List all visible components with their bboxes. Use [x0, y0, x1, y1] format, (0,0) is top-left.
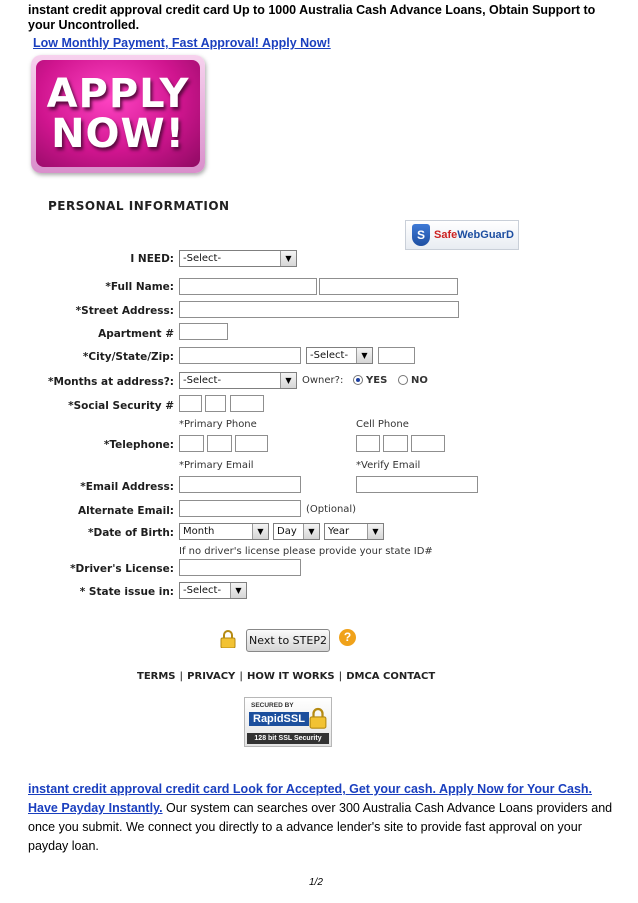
chevron-down-icon: ▼: [356, 348, 372, 363]
apply-now-banner[interactable]: [31, 55, 205, 173]
state-select-value: -Select-: [310, 350, 349, 361]
rapidssl-badge: [244, 697, 332, 747]
dob-month-select[interactable]: [179, 523, 269, 540]
shield-icon: S: [412, 224, 430, 246]
primary-phone-hint: *Primary Phone: [179, 419, 257, 430]
footer-links: [137, 671, 435, 682]
body-link[interactable]: instant credit approval credit card Look for Accepted, Get your cash. Apply Now for Your Cash. Have Payday Instantly.: [28, 782, 593, 815]
terms-link[interactable]: TERMS: [137, 671, 176, 682]
optional-hint: (Optional): [306, 504, 357, 515]
dmca-contact-link[interactable]: DMCA CONTACT: [346, 671, 436, 682]
safe-brand-part1: Safe: [434, 229, 458, 241]
footer-separator: |: [338, 671, 343, 682]
chevron-down-icon: ▼: [280, 373, 296, 388]
label-full-name: *Full Name:: [105, 281, 174, 293]
apply-now-link[interactable]: Low Monthly Payment, Fast Approval! Apply Now!: [33, 36, 331, 50]
first-name-input[interactable]: [179, 278, 317, 295]
apply-now-button[interactable]: [36, 60, 200, 167]
label-alt-email: Alternate Email:: [78, 505, 174, 517]
owner-no-label: NO: [411, 375, 428, 386]
chevron-down-icon: ▼: [252, 524, 268, 539]
primary-email-hint: *Primary Email: [179, 460, 254, 471]
street-address-input[interactable]: [179, 301, 459, 318]
cell-phone-line-input[interactable]: [411, 435, 445, 452]
ssl-secured-by: SECURED BY: [251, 702, 294, 709]
body-text: Our system can searches over 300 Australia Cash Advance Loans providers and once you submit. We connect you directly to a advance lender's site to provide fast approval on your payday loan.: [28, 801, 613, 853]
cell-phone-area-input[interactable]: [356, 435, 380, 452]
label-dob: *Date of Birth:: [88, 527, 174, 539]
footer-separator: |: [179, 671, 184, 682]
next-step-button[interactable]: Next to STEP2: [246, 629, 330, 652]
license-note: If no driver's license please provide your state ID#: [179, 546, 433, 557]
safewebguard-brand: [434, 229, 514, 241]
cell-phone-prefix-input[interactable]: [383, 435, 408, 452]
email-input[interactable]: [179, 476, 301, 493]
label-months: *Months at address?:: [48, 376, 174, 388]
ssn-part3-input[interactable]: [230, 395, 264, 412]
safewebguard-badge: [405, 220, 519, 250]
section-title: PERSONAL INFORMATION: [48, 199, 230, 213]
body-paragraph: [28, 780, 618, 856]
city-input[interactable]: [179, 347, 301, 364]
label-city-state-zip: *City/State/Zip:: [82, 351, 174, 363]
footer-separator: |: [239, 671, 243, 682]
primary-phone-area-input[interactable]: [179, 435, 204, 452]
i-need-select-value: -Select-: [183, 253, 222, 264]
label-i-need: I NEED:: [130, 253, 174, 265]
label-street: *Street Address:: [75, 305, 174, 317]
dob-day-select[interactable]: [273, 523, 320, 540]
zip-input[interactable]: [378, 347, 415, 364]
owner-yes-label: YES: [366, 375, 388, 386]
i-need-select[interactable]: [179, 250, 297, 267]
page-title: instant credit approval credit card Up to 1000 Australia Cash Advance Loans, Obtain Support to your Uncontrolled.: [28, 3, 596, 32]
verify-email-hint: *Verify Email: [356, 460, 421, 471]
state-select[interactable]: [306, 347, 373, 364]
chevron-down-icon: ▼: [230, 583, 246, 598]
padlock-icon: [309, 707, 327, 729]
state-issue-value: -Select-: [183, 585, 222, 596]
apply-line-1: APPLY: [46, 70, 190, 117]
owner-yes-radio[interactable]: [353, 375, 363, 385]
verify-email-input[interactable]: [356, 476, 478, 493]
state-issue-select[interactable]: [179, 582, 247, 599]
last-name-input[interactable]: [319, 278, 458, 295]
dob-month-value: Month: [183, 526, 215, 537]
months-select[interactable]: [179, 372, 297, 389]
ssl-strength: 128 bit SSL Security: [247, 733, 329, 744]
ssn-part1-input[interactable]: [179, 395, 202, 412]
owner-no-radio[interactable]: [398, 375, 408, 385]
safe-brand-part2: WebGuarD: [457, 229, 514, 241]
apply-line-2: NOW!: [51, 110, 185, 157]
label-telephone: *Telephone:: [103, 439, 174, 451]
label-state-issue: * State issue in:: [79, 586, 174, 598]
owner-label: Owner?:: [302, 375, 344, 386]
lock-icon: [220, 630, 236, 648]
privacy-link[interactable]: PRIVACY: [187, 671, 236, 682]
apartment-input[interactable]: [179, 323, 228, 340]
label-apartment: Apartment #: [98, 328, 174, 340]
label-email: *Email Address:: [80, 481, 174, 493]
chevron-down-icon: ▼: [303, 524, 319, 539]
cell-phone-hint: Cell Phone: [356, 419, 409, 430]
label-license: *Driver's License:: [70, 563, 174, 575]
chevron-down-icon: ▼: [280, 251, 296, 266]
dob-year-select[interactable]: [324, 523, 384, 540]
label-ssn: *Social Security #: [68, 400, 174, 412]
alternate-email-input[interactable]: [179, 500, 301, 517]
dob-day-value: Day: [277, 526, 297, 537]
chevron-down-icon: ▼: [367, 524, 383, 539]
ssl-brand: RapidSSL: [249, 712, 309, 726]
dob-year-value: Year: [328, 526, 350, 537]
help-icon[interactable]: ?: [339, 629, 356, 646]
how-it-works-link[interactable]: HOW IT WORKS: [246, 671, 335, 682]
ssn-part2-input[interactable]: [205, 395, 226, 412]
primary-phone-prefix-input[interactable]: [207, 435, 232, 452]
primary-phone-line-input[interactable]: [235, 435, 268, 452]
months-select-value: -Select-: [183, 375, 222, 386]
page-number: 1/2: [309, 877, 323, 888]
drivers-license-input[interactable]: [179, 559, 301, 576]
